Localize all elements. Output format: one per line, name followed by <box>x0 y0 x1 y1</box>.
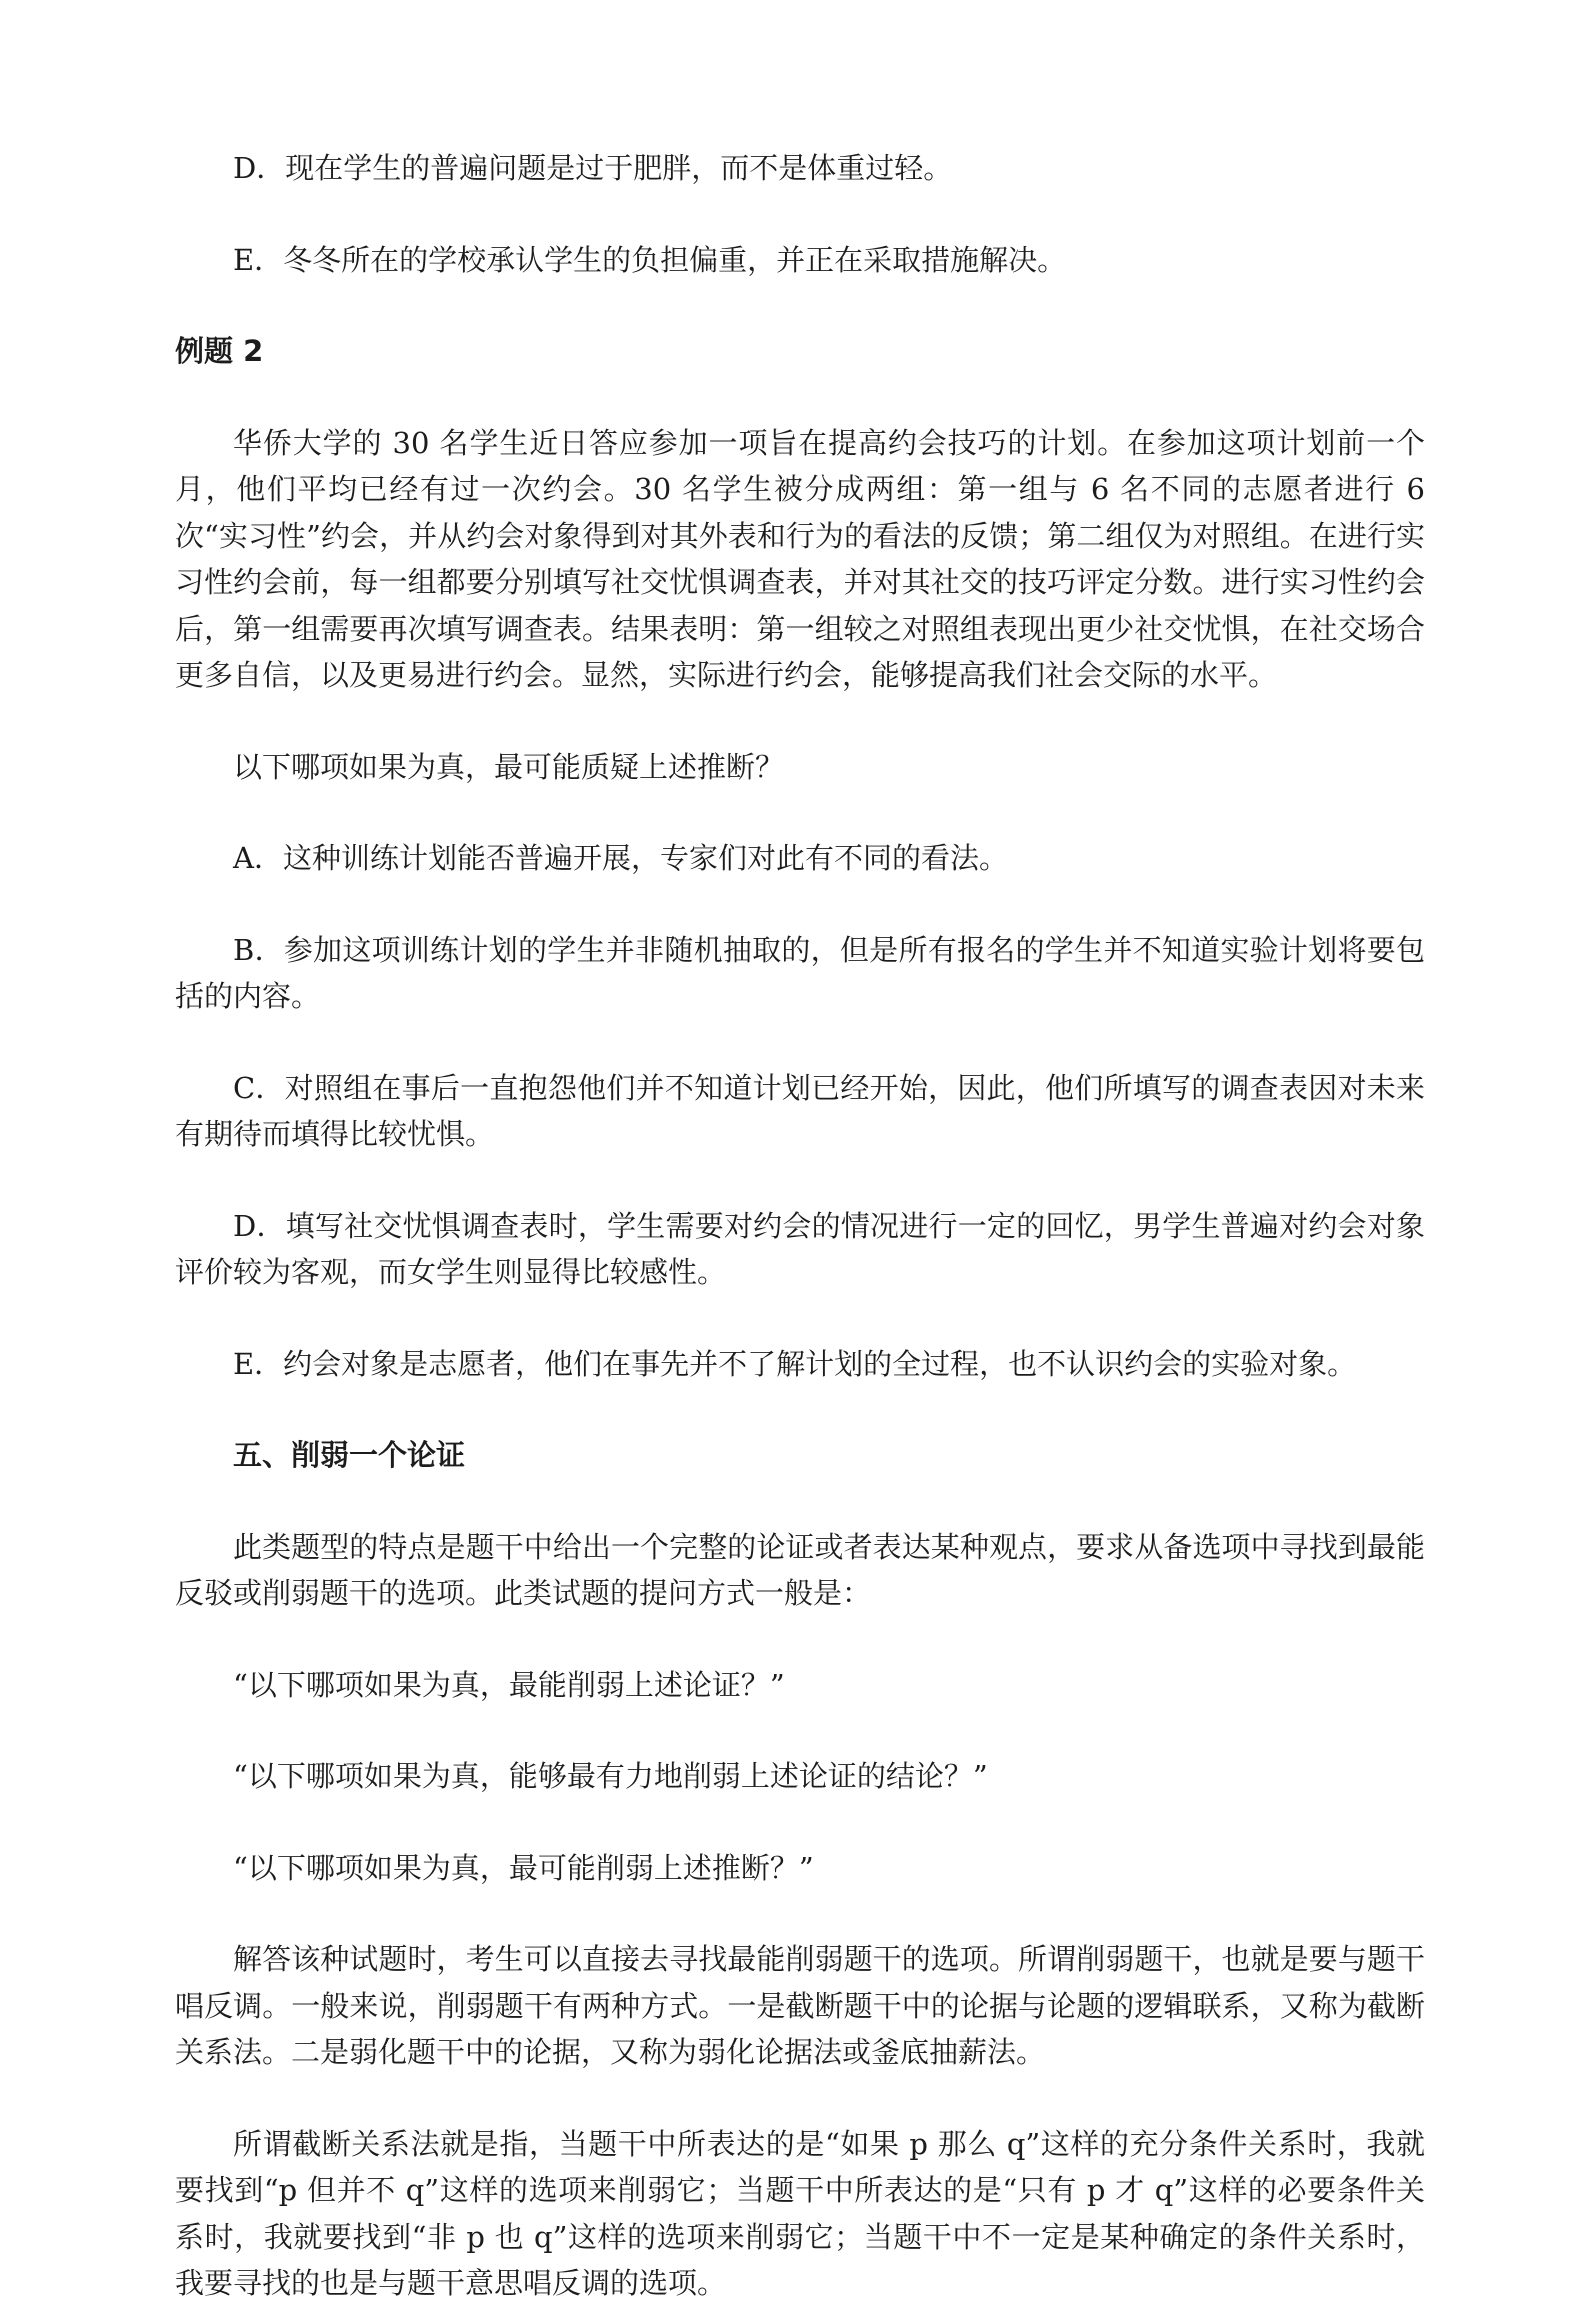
prev-option-e: E．冬冬所在的学校承认学生的负担偏重，并正在采取措施解决。 <box>233 242 1067 277</box>
example-2-question: 以下哪项如果为真，最可能质疑上述推断？ <box>233 749 785 784</box>
section-5-method: 所谓截断关系法就是指，当题干中所表达的是“如果 p 那么 q”这样的充分条件关系时，我就要找到“p 但并不 q”这样的选项来削弱它；当题干中所表达的是“只有 p 才 q”这样的必要条件关系时，我就要找到“非 p 也 q”这样的选项来削弱它；当题干中不一定是某种确定的条件关系时，我要寻找的也是与题干意思唱反调的选项。 <box>175 2126 1425 2300</box>
section-5-explanation: 解答该种试题时，考生可以直接去寻找最能削弱题干的选项。所谓削弱题干，也就是要与题干唱反调。一般来说，削弱题干有两种方式。一是截断题干中的论据与论题的逻辑联系，又称为截断关系法。二是弱化题干中的论据，又称为弱化论据法或釜底抽薪法。 <box>175 1942 1425 2069</box>
section-5-intro: 此类题型的特点是题干中给出一个完整的论证或者表达某种观点，要求从备选项中寻找到最能反驳或削弱题干的选项。此类试题的提问方式一般是： <box>175 1529 1425 1610</box>
prev-option-d: D．现在学生的普遍问题是过于肥胖，而不是体重过轻。 <box>233 151 953 185</box>
question-form-3: “以下哪项如果为真，最可能削弱上述推断？” <box>233 1850 814 1885</box>
example-2-option-a: A．这种训练计划能否普遍开展，专家们对此有不同的看法。 <box>233 841 1008 875</box>
section-5-title: 五、削弱一个论证 <box>233 1438 466 1472</box>
example-2-option-b: B．参加这项训练计划的学生并非随机抽取的，但是所有报名的学生并不知道实验计划将要包括的内容。 <box>175 932 1425 1013</box>
question-form-2: “以下哪项如果为真，能够最有力地削弱上述论证的结论？” <box>233 1759 988 1793</box>
example-2-option-e: E．约会对象是志愿者，他们在事先并不了解计划的全过程，也不认识约会的实验对象。 <box>233 1346 1357 1381</box>
document-page <box>175 145 1425 2307</box>
example-2-option-c: C．对照组在事后一直抱怨他们并不知道计划已经开始，因此，他们所填写的调查表因对未来有期待而填得比较忧惧。 <box>175 1070 1425 1151</box>
question-form-1: “以下哪项如果为真，最能削弱上述论证？” <box>233 1667 785 1702</box>
example-2-option-d: D．填写社交忧惧调查表时，学生需要对约会的情况进行一定的回忆，男学生普遍对约会对象评价较为客观，而女学生则显得比较感性。 <box>175 1208 1425 1289</box>
example-2-title: 例题 2 <box>175 334 264 368</box>
example-2-stem: 华侨大学的 30 名学生近日答应参加一项旨在提高约会技巧的计划。在参加这项计划前一个月，他们平均已经有过一次约会。30 名学生被分成两组：第一组与 6 名不同的志愿者进行 6 次“实习性”约会，并从约会对象得到对其外表和行为的看法的反馈；第二组仅为对照组。在进行实习性约会前，每一组都要分别填写社交忧惧调查表，并对其社交的技巧评定分数。进行实习性约会后，第一组需要再次填写调查表。结果表明：第一组较之对照组表现出更少社交忧惧，在社交场合更多自信，以及更易进行约会。显然，实际进行约会，能够提高我们社会交际的水平。 <box>175 425 1425 692</box>
